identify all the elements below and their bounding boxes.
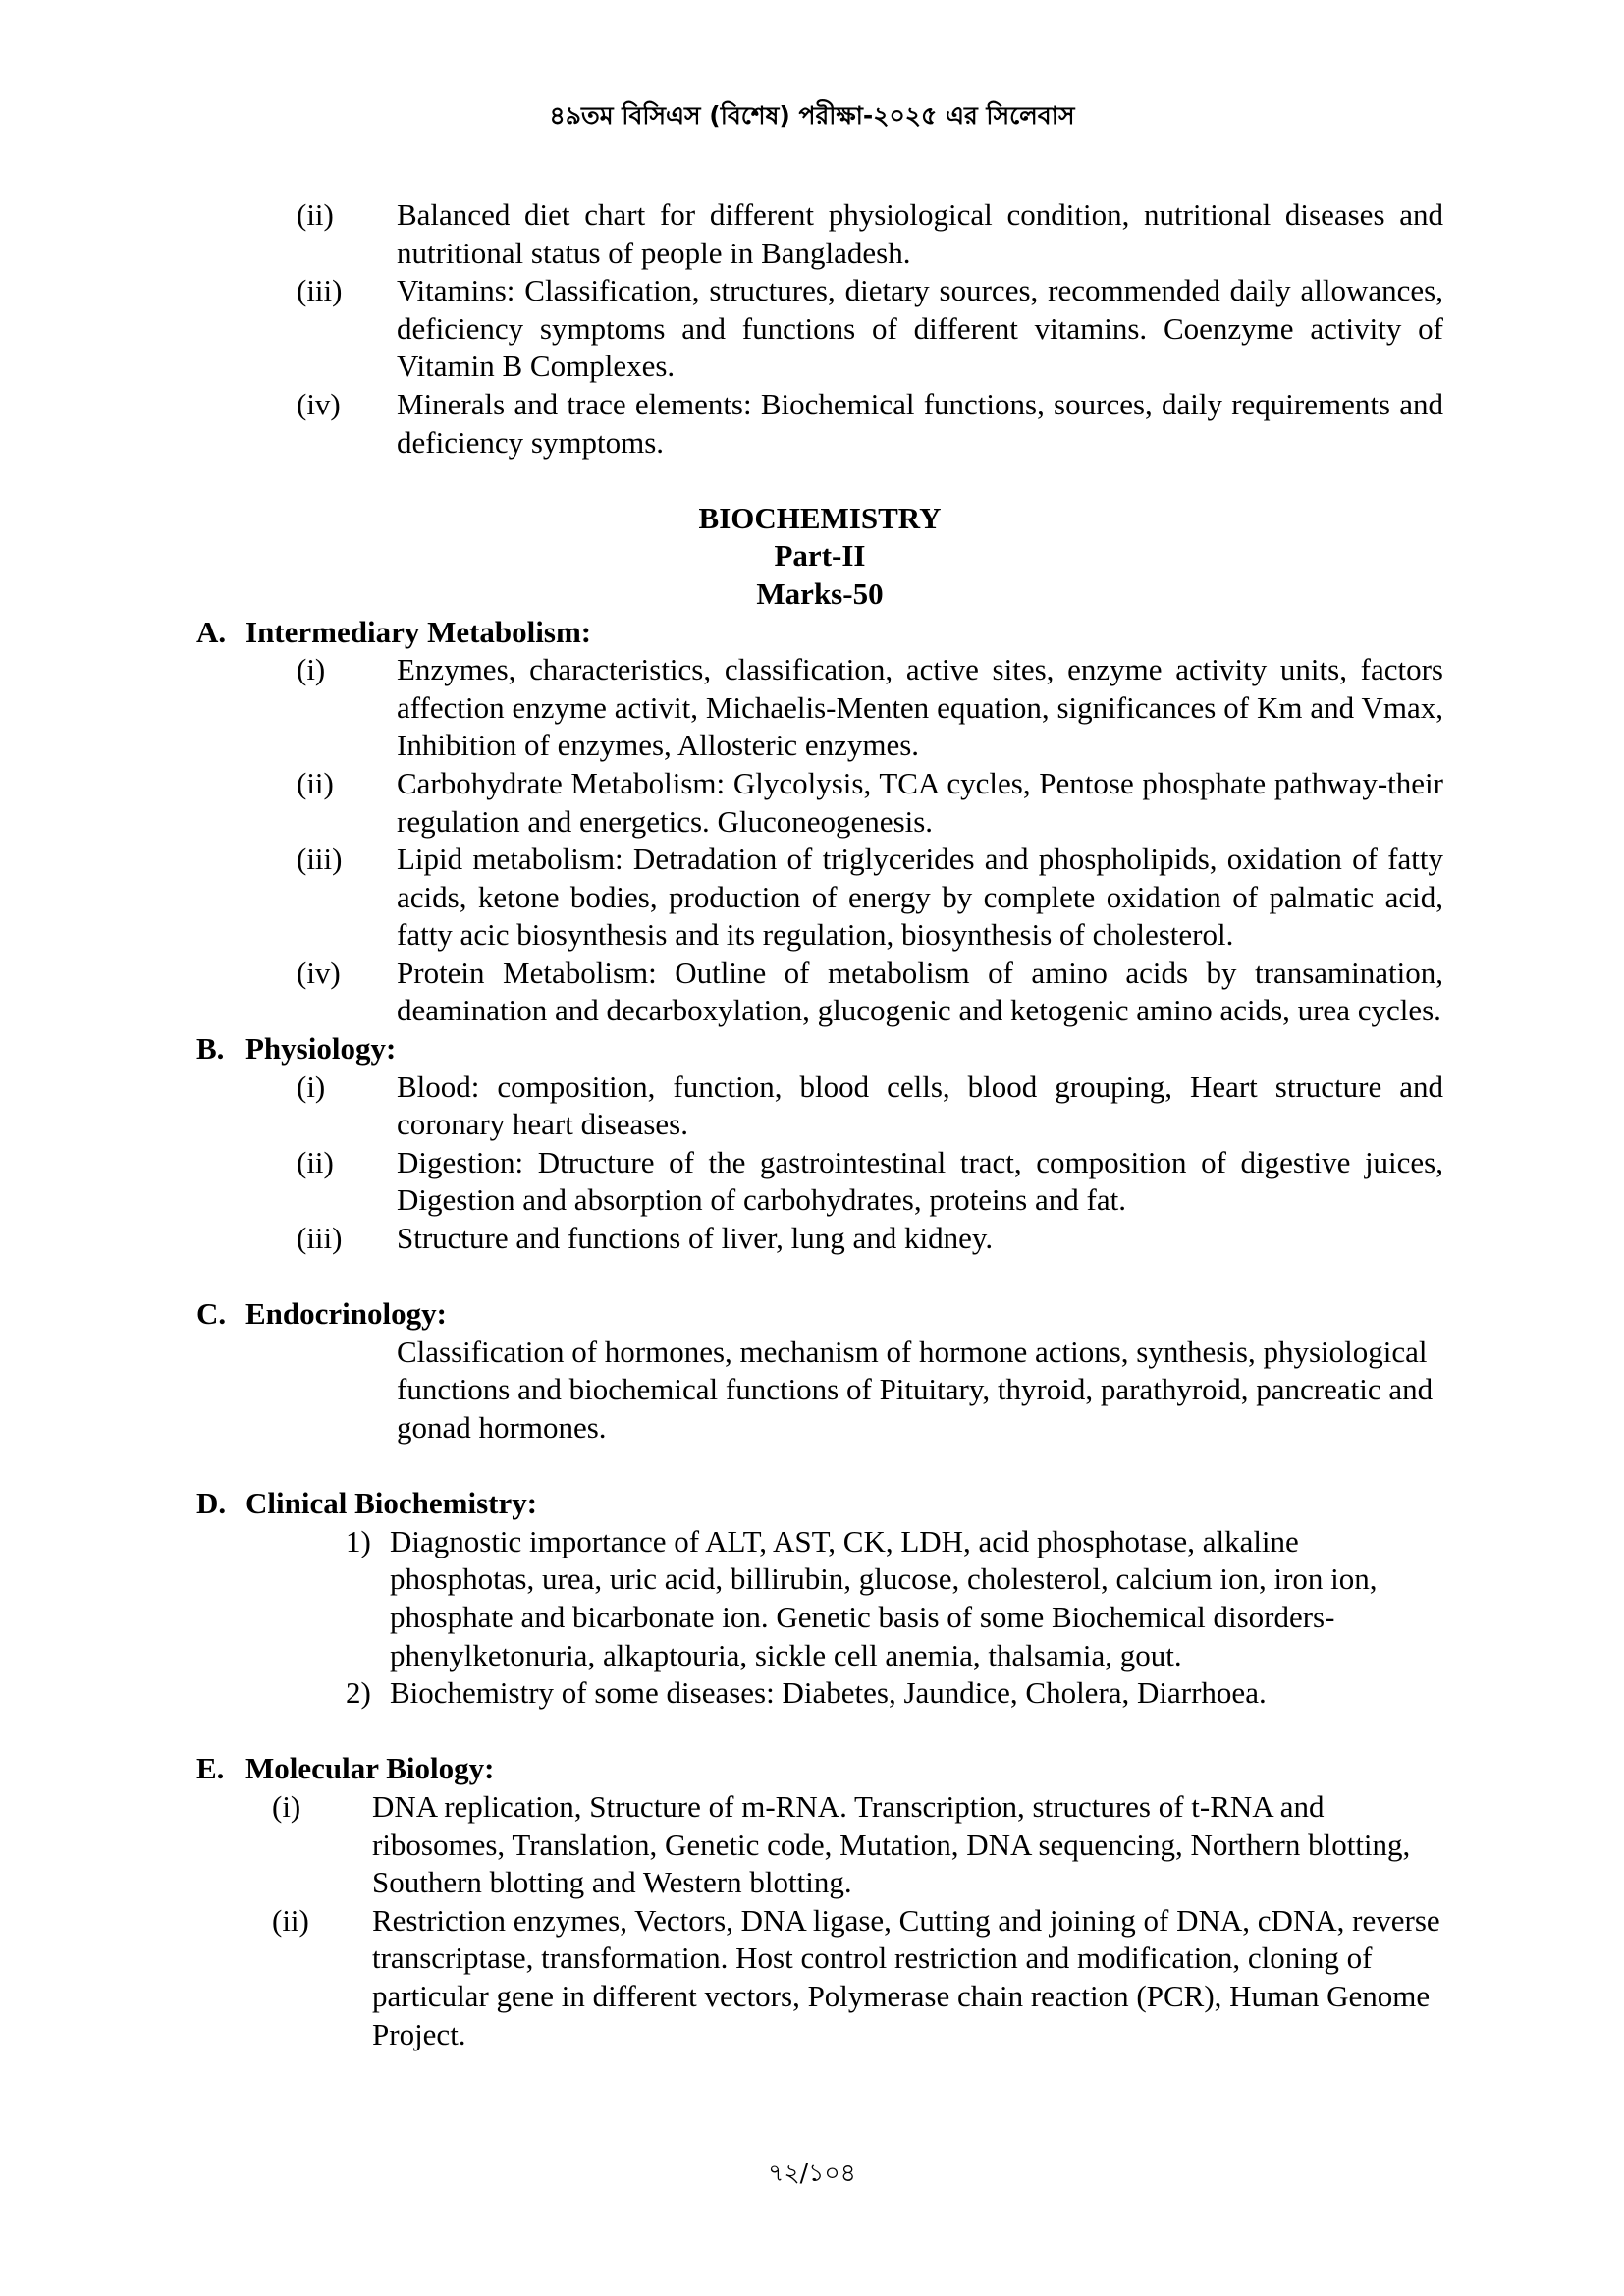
intro-item (196, 386, 1443, 462)
part-title: Part-II (774, 538, 866, 574)
section-heading-text: Physiology: (245, 1031, 397, 1066)
item-number: (i) (297, 652, 326, 687)
spacer (196, 1713, 1443, 1751)
spacer (196, 1258, 1443, 1296)
item-number: 2) (346, 1675, 371, 1711)
section-d-item (196, 1674, 1443, 1713)
item-text: Protein Metabolism: Outline of metabolism of amino acids by transamination, deamination and decarboxylation, glucogenic and ketogenic amino acids, urea cycles. (397, 955, 1443, 1028)
item-number: (iii) (297, 842, 343, 877)
item-number: 1) (346, 1523, 371, 1558)
section-d-heading (196, 1485, 1443, 1523)
section-a-item (196, 955, 1443, 1030)
section-letter: D. (196, 1486, 227, 1521)
section-heading-text: Molecular Biology: (245, 1751, 495, 1786)
section-a-item (196, 841, 1443, 955)
subject-title: BIOCHEMISTRY (698, 500, 942, 535)
item-number: (ii) (297, 197, 334, 232)
spacer (196, 462, 1443, 500)
section-e-item (196, 1788, 1443, 1902)
item-number: (iii) (297, 273, 343, 308)
item-text: Restriction enzymes, Vectors, DNA ligase, Cutting and joining of DNA, cDNA, reverse transcriptase, transformation. Host control restriction and modification, cloning of particular gene in different vectors, Polymerase chain reaction (PCR), Human Genome Project. (372, 1902, 1440, 2051)
item-number: (iii) (297, 1221, 343, 1256)
section-letter: C. (196, 1296, 227, 1332)
section-a-item (196, 651, 1443, 765)
section-letter: E. (196, 1751, 225, 1786)
item-number: (ii) (272, 1902, 309, 1938)
item-number: (i) (272, 1788, 301, 1824)
item-number: (ii) (297, 1144, 334, 1179)
document-body (196, 196, 1443, 2053)
item-number: (i) (297, 1068, 326, 1104)
item-text: Biochemistry of some diseases: Diabetes, Jaundice, Cholera, Diarrhoea. (390, 1675, 1267, 1711)
intro-item (196, 196, 1443, 272)
item-text: Structure and functions of liver, lung and kidney. (397, 1221, 994, 1256)
item-number: (iv) (297, 386, 341, 421)
section-a-item (196, 765, 1443, 841)
page-number: ৭২/১০৪ (768, 2159, 856, 2187)
item-number: (ii) (297, 765, 334, 800)
item-text: Lipid metabolism: Detradation of triglycerides and phospholipids, oxidation of fatty acids, ketone bodies, production of energy by complete oxidation of palmatic acid, fatty acic biosynthesis and its regulation, biosynthesis of cholesterol. (397, 842, 1443, 953)
item-text: Carbohydrate Metabolism: Glycolysis, TCA cycles, Pentose phosphate pathway-their regulation and energetics. Gluconeogenesis. (397, 765, 1443, 839)
section-letter: A. (196, 614, 227, 649)
section-heading-text: Clinical Biochemistry: (245, 1486, 538, 1521)
section-e-item (196, 1902, 1443, 2053)
section-c-heading (196, 1295, 1443, 1334)
section-b-heading (196, 1030, 1443, 1068)
section-d-item (196, 1523, 1443, 1674)
page-header-title: ৪৯তম বিসিএস (বিশেষ) পরীক্ষা-২০২৫ এর সিলেবাস (549, 101, 1075, 130)
item-text: Minerals and trace elements: Biochemical functions, sources, daily requirements and deficiency symptoms. (397, 386, 1443, 460)
section-e-heading (196, 1750, 1443, 1788)
section-heading-text: Endocrinology: (245, 1296, 447, 1332)
section-b-item (196, 1144, 1443, 1220)
spacer (196, 1448, 1443, 1486)
section-b-item (196, 1220, 1443, 1258)
item-text: Enzymes, characteristics, classification, active sites, enzyme activity units, factors affection enzyme activit, Michaelis-Menten equation, significances of Km and Vmax, Inhibition of enzymes, Allosteric enzymes. (397, 652, 1443, 763)
item-text: Blood: composition, function, blood cells, blood grouping, Heart structure and coronary heart diseases. (397, 1068, 1443, 1142)
item-text: DNA replication, Structure of m-RNA. Transcription, structures of t-RNA and ribosomes, Translation, Genetic code, Mutation, DNA sequencing, Northern blotting, Southern blotting and Western blotting. (372, 1788, 1411, 1900)
item-text: Balanced diet chart for different physiological condition, nutritional diseases and nutritional status of people in Bangladesh. (397, 197, 1443, 270)
section-c-paragraph: Classification of hormones, mechanism of hormone actions, synthesis, physiological functions and biochemical functions of Pituitary, thyroid, parathyroid, pancreatic and gonad hormones. (397, 1334, 1434, 1445)
intro-item (196, 272, 1443, 386)
item-text: Digestion: Dtructure of the gastrointestinal tract, composition of digestive juices, Digestion and absorption of carbohydrates, proteins and fat. (397, 1144, 1443, 1218)
item-text: Diagnostic importance of ALT, AST, CK, LDH, acid phosphotase, alkaline phosphotas, urea, uric acid, billirubin, glucose, cholesterol, calcium ion, iron ion, phosphate and bicarbonate ion. Genetic basis of some Biochemical disorders-phenylketonuria, alkaptouria, sickle cell anemia, thalsamia, gout. (390, 1523, 1378, 1672)
marks-title: Marks-50 (756, 575, 884, 611)
section-b-item (196, 1068, 1443, 1144)
section-letter: B. (196, 1031, 225, 1066)
item-text: Vitamins: Classification, structures, dietary sources, recommended daily allowances, deficiency symptoms and functions of different vitamins. Coenzyme activity of Vitamin B Complexes. (397, 273, 1443, 384)
item-number: (iv) (297, 955, 341, 990)
section-a-heading (196, 614, 1443, 652)
section-heading-text: Intermediary Metabolism: (245, 614, 592, 649)
